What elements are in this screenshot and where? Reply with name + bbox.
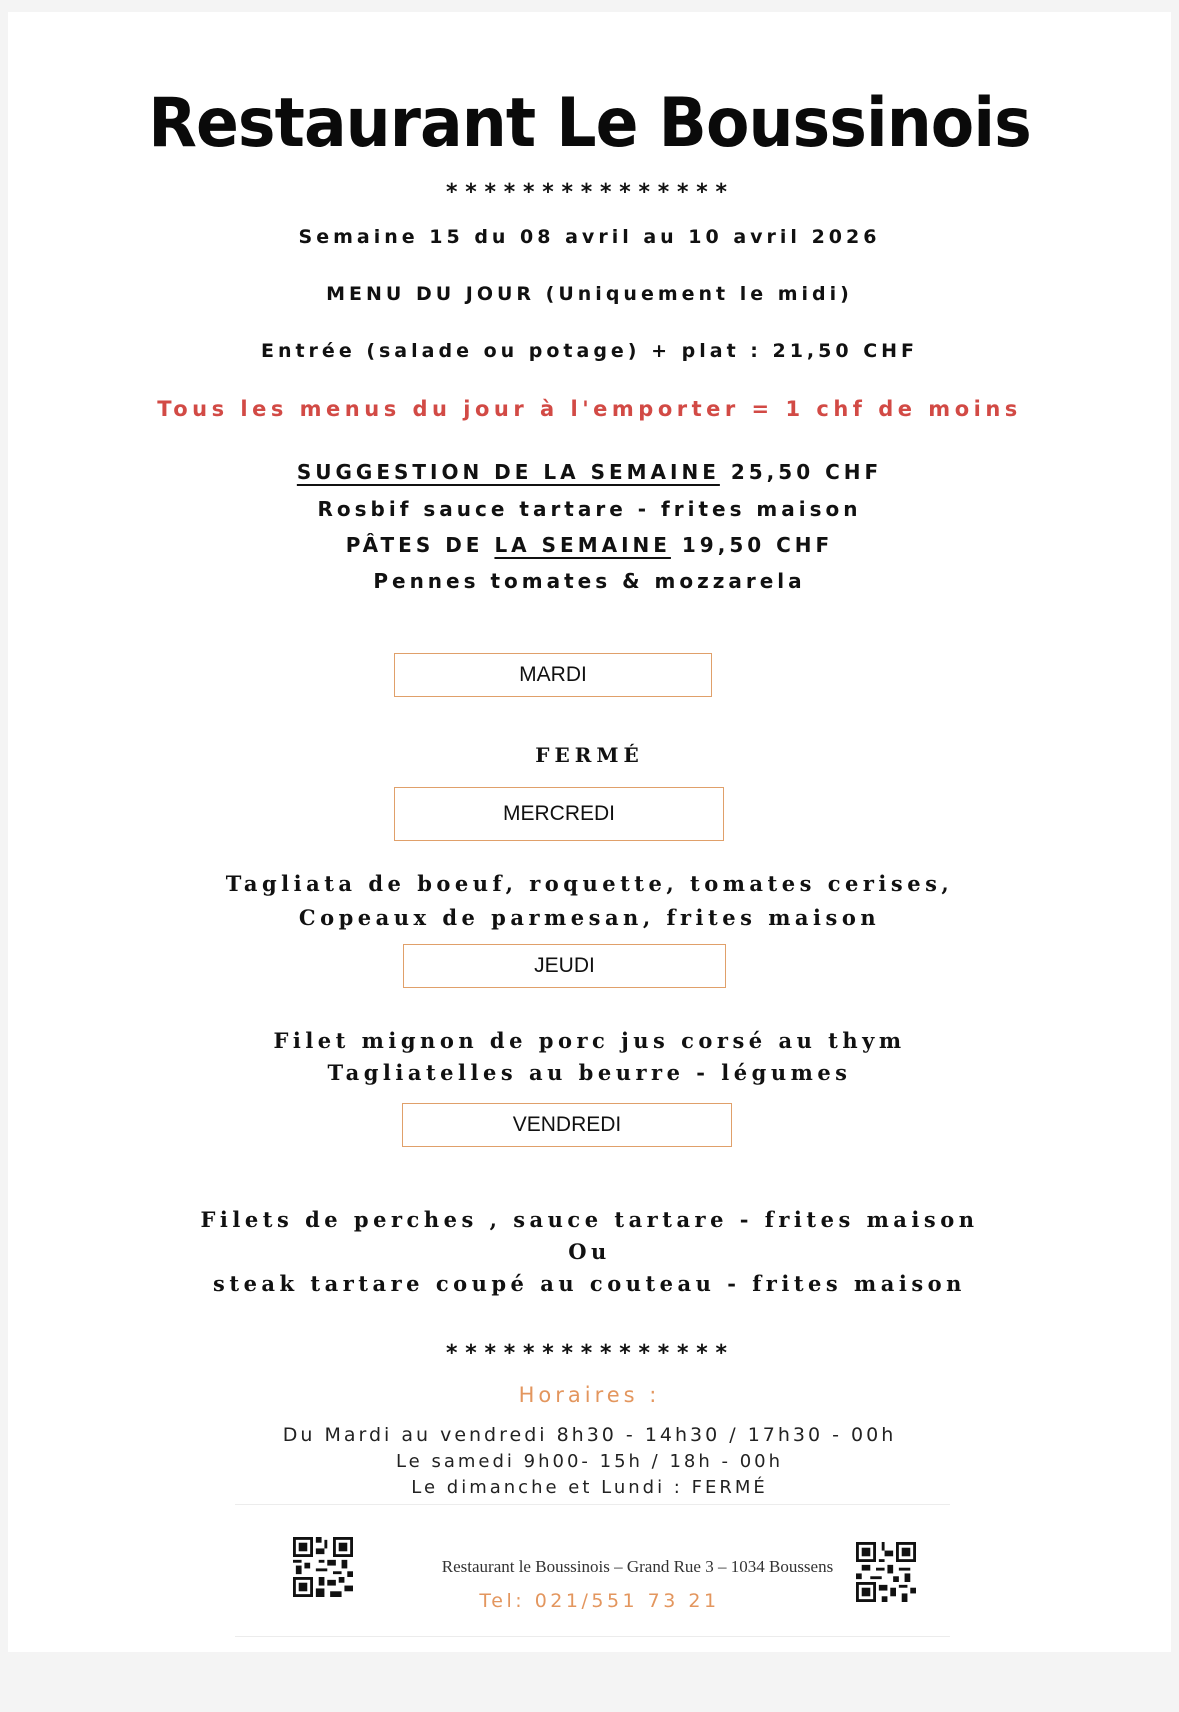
vendredi-line-2: Ou bbox=[568, 1239, 611, 1264]
day-header-mardi: MARDI bbox=[394, 653, 712, 697]
pates-label: LA SEMAINE bbox=[494, 533, 671, 557]
suggestion-heading bbox=[8, 460, 1171, 484]
day-header-vendredi: VENDREDI bbox=[402, 1103, 732, 1147]
suggestion-label: SUGGESTION DE LA SEMAINE bbox=[296, 460, 720, 484]
pates-prefix: PÂTES DE bbox=[345, 533, 484, 557]
horaires-line-2: Le samedi 9h00- 15h / 18h - 00h bbox=[395, 1451, 784, 1472]
price-line: Entrée (salade ou potage) + plat : 21,50 CHF bbox=[260, 340, 919, 362]
suggestion-dish: Rosbif sauce tartare - frites maison bbox=[317, 497, 862, 521]
suggestion-price: 25,50 CHF bbox=[730, 460, 883, 484]
horaires-line-1: Du Mardi au vendredi 8h30 - 14h30 / 17h30 - 00h bbox=[282, 1424, 897, 1446]
pates-dish: Pennes tomates & mozzarela bbox=[373, 569, 806, 593]
qr-code-right[interactable] bbox=[856, 1542, 916, 1602]
day-header-jeudi: JEUDI bbox=[403, 944, 726, 988]
horaires-title: Horaires : bbox=[518, 1383, 661, 1407]
mercredi-line-1: Tagliata de boeuf, roquette, tomates cerises, bbox=[225, 871, 954, 896]
jeudi-line-2: Tagliatelles au beurre - légumes bbox=[327, 1060, 852, 1085]
footer-address: Restaurant le Boussinois – Grand Rue 3 – 1034 Boussens bbox=[441, 1557, 834, 1576]
footer-divider-bottom bbox=[235, 1636, 950, 1637]
jeudi-line-1: Filet mignon de porc jus corsé au thym bbox=[273, 1028, 906, 1053]
horaires-line-3: Le dimanche et Lundi : FERMÉ bbox=[411, 1477, 768, 1498]
pates-price: 19,50 CHF bbox=[681, 533, 834, 557]
footer-phone[interactable]: Tel: 021/551 73 21 bbox=[479, 1590, 720, 1612]
vendredi-line-3: steak tartare coupé au couteau - frites maison bbox=[213, 1271, 966, 1296]
mardi-content: FERMÉ bbox=[535, 743, 644, 767]
week-line: Semaine 15 du 08 avril au 10 avril 2026 bbox=[298, 226, 881, 248]
mercredi-line-2: Copeaux de parmesan, frites maison bbox=[298, 905, 881, 930]
day-header-mercredi: MERCREDI bbox=[394, 787, 724, 841]
footer-divider-top bbox=[235, 1504, 950, 1505]
vendredi-line-1: Filets de perches , sauce tartare - frites maison bbox=[200, 1207, 979, 1232]
menu-du-jour-line: MENU DU JOUR (Uniquement le midi) bbox=[326, 283, 853, 305]
takeaway-note: Tous les menus du jour à l'emporter = 1 chf de moins bbox=[157, 397, 1022, 421]
restaurant-title: Restaurant Le Boussinois bbox=[148, 84, 1031, 163]
pates-heading bbox=[8, 533, 1171, 557]
stars-divider-top: *************** bbox=[445, 180, 734, 205]
menu-sheet bbox=[8, 12, 1171, 1652]
stars-divider-bottom: *************** bbox=[445, 1341, 734, 1366]
